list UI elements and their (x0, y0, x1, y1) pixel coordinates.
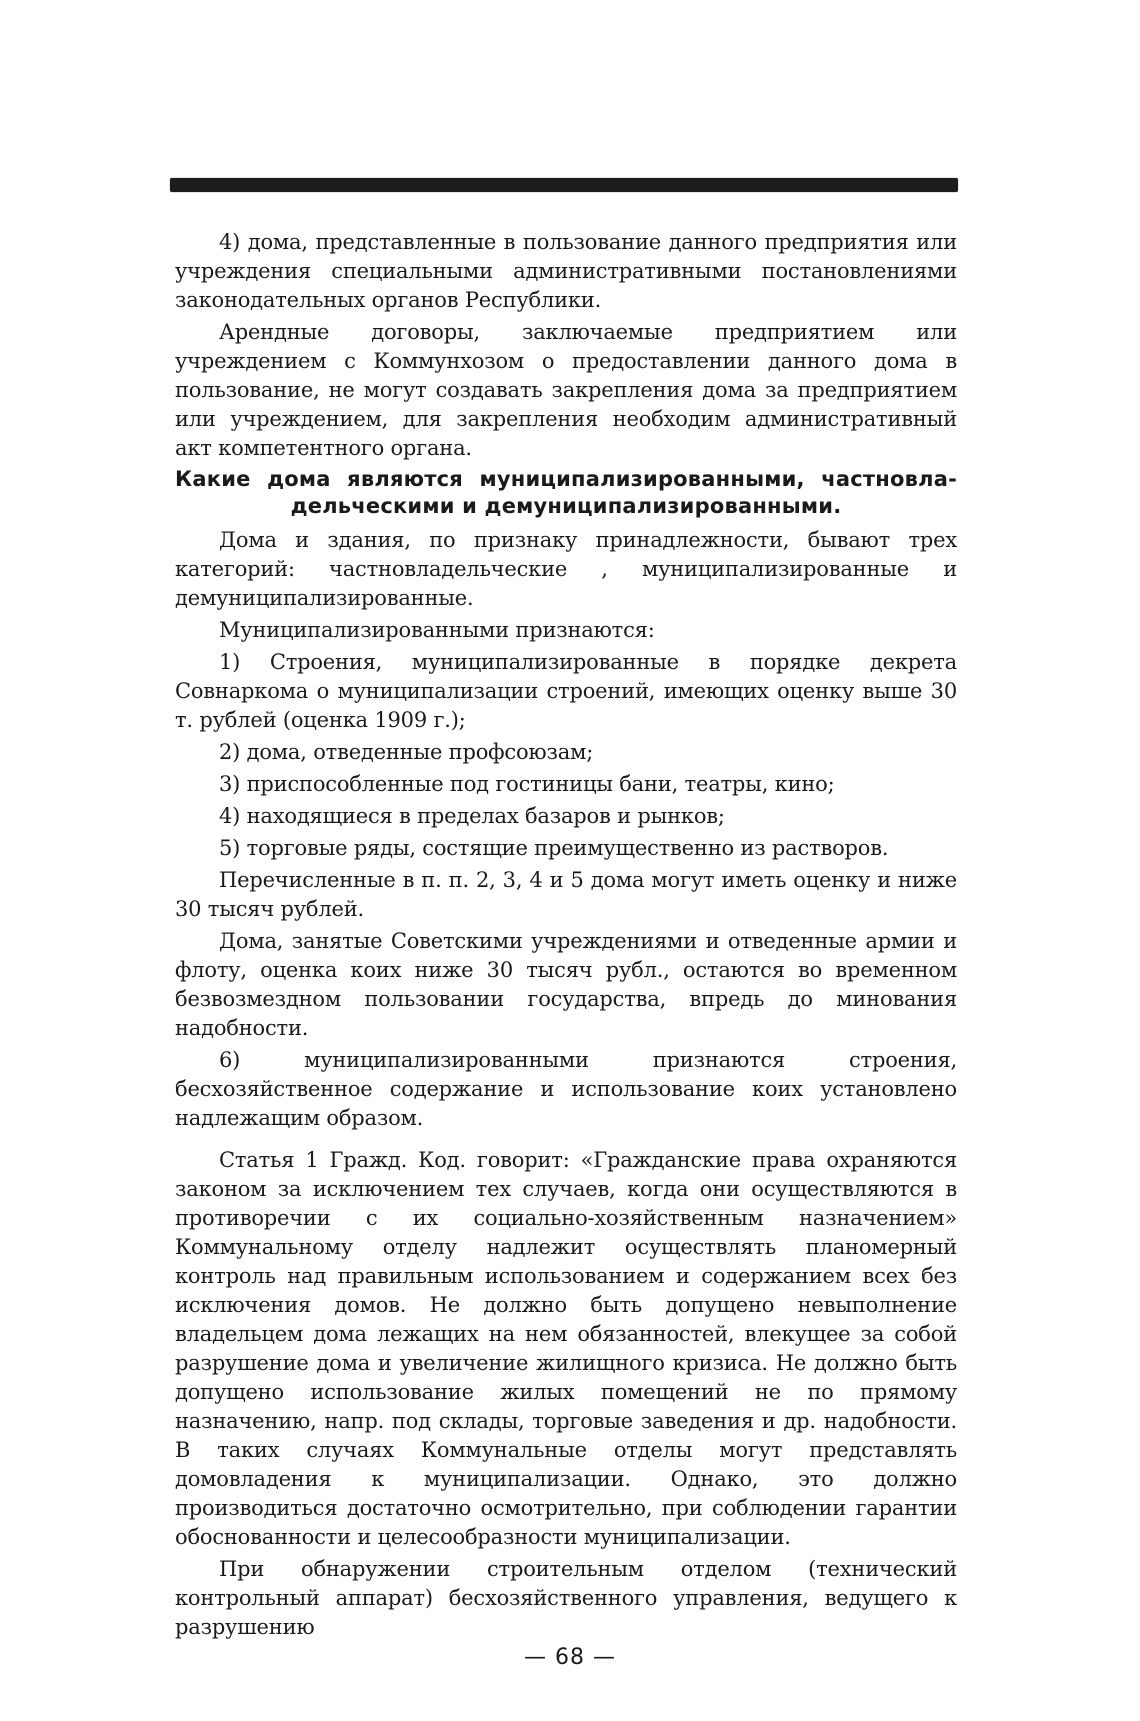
list-item: 4) находящиеся в пределах базаров и рынков; (219, 804, 725, 828)
paragraph: Перечисленные в п. п. 2, 3, 4 и 5 дома могут иметь оценку и ниже 30 тысяч рублей. (175, 868, 957, 921)
section-heading-line: дельческими и демуниципализированными. (290, 494, 842, 518)
list-item: 2) дома, отведенные профсоюзам; (219, 740, 594, 764)
paragraph: Дома и здания, по признаку принадлежности, бывают трех категорий: частновладельческие , муниципализированные и демуниципализированные. (175, 528, 957, 610)
list-item: 6) муниципализированными признаются строения, бесхозяйственное содержание и использование коих установлено надлежащим образом. (175, 1048, 957, 1130)
paragraph: Муниципализированными признаются: (219, 618, 655, 642)
list-item: 1) Строения, муниципализированные в порядке декрета Совнаркома о муниципализации строений, имеющих оценку выше 30 т. рублей (оценка 1909 г.); (175, 650, 957, 732)
paragraph: Дома, занятые Советскими учреждениями и отведенные армии и флоту, оценка коих ниже 30 тысяч рубл., остаются во временном безвозмездном пользовании государства, впредь до минования надобности. (175, 929, 957, 1040)
page-number: — 68 — (524, 1645, 616, 1670)
paragraph: При обнаружении строительным отделом (технический контрольный аппарат) бесхозяйственного управления, ведущего к разрушению (175, 1557, 957, 1639)
list-item: 5) торговые ряды, состящие преимущественно из растворов. (219, 836, 889, 860)
section-heading (175, 466, 957, 520)
paragraph: 4) дома, представленные в пользование данного предприятия или учреждения специальными административными постановлениями законодательных органов Республики. (175, 230, 957, 312)
body-text (175, 228, 957, 1645)
top-rule-divider (170, 178, 958, 192)
list-item: 3) приспособленные под гостиницы бани, театры, кино; (219, 772, 835, 796)
section-heading-line: Какие дома являются муниципализированными, частновла- (175, 467, 957, 491)
paragraph: Арендные договоры, заключаемые предприятием или учреждением с Коммунхозом о предоставлении данного дома в пользование, не могут создавать закрепления дома за предприятием или учреждением, для закрепления необходим административный акт компетентного органа. (175, 320, 957, 460)
paragraph: Статья 1 Гражд. Код. говорит: «Гражданские права охраняются законом за исключением тех случаев, когда они осуществляются в противоречии с их социально-хозяйственным назначением» Коммунальному отделу надлежит осуществлять планомерный контроль над правильным использованием и содержанием всех без исключения домов. Не должно быть допущено невыполнение владельцем дома лежащих на нем обязанностей, влекущее за собой разрушение дома и увеличение жилищного кризиса. Не должно быть допущено использование жилых помещений не по прямому назначению, напр. под склады, торговые заведения и др. надобности. В таких случаях Коммунальные отделы могут представлять домовладения к муниципализации. Однако, это должно производиться достаточно осмотрительно, при соблюдении гарантии обоснованности и целесообразности муниципализации. (175, 1148, 957, 1549)
